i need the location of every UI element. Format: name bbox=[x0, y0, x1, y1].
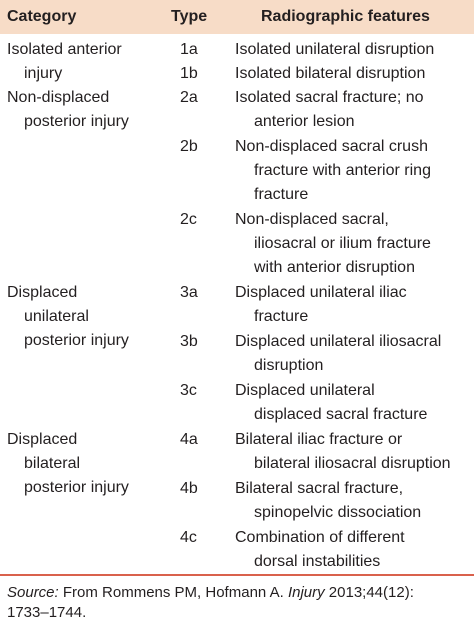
category-line: injury bbox=[24, 65, 63, 82]
table-body bbox=[0, 34, 474, 574]
features-line: Bilateral iliac fracture or bbox=[235, 431, 403, 448]
source-pages: 1733–1744. bbox=[7, 604, 87, 621]
category-line: unilateral bbox=[24, 308, 89, 325]
type-cell: 4a bbox=[180, 431, 198, 448]
features-line: fracture bbox=[254, 308, 309, 325]
features-line: Isolated bilateral disruption bbox=[235, 65, 426, 82]
category-cell bbox=[7, 38, 122, 86]
type-cell: 1a bbox=[180, 41, 198, 58]
features-cell bbox=[235, 477, 421, 525]
type-cell: 1b bbox=[180, 65, 198, 82]
header-category: Category bbox=[7, 8, 77, 25]
features-line: Isolated sacral fracture; no bbox=[235, 89, 424, 106]
category-line: posterior injury bbox=[24, 113, 129, 130]
category-line: posterior injury bbox=[24, 332, 129, 349]
features-line: Combination of different bbox=[235, 529, 405, 546]
category-cell bbox=[7, 86, 129, 134]
source-text: From Rommens PM, Hofmann A. bbox=[58, 584, 288, 601]
features-cell bbox=[235, 38, 434, 62]
features-cell bbox=[235, 428, 451, 476]
table-bottom-rule bbox=[0, 574, 474, 576]
features-line: Bilateral sacral fracture, bbox=[235, 480, 404, 497]
features-cell bbox=[235, 135, 431, 207]
features-cell bbox=[235, 281, 407, 329]
features-line: disruption bbox=[254, 357, 324, 374]
source-note bbox=[7, 583, 467, 623]
features-cell bbox=[235, 86, 424, 134]
features-line: Non-displaced sacral, bbox=[235, 211, 389, 228]
type-cell: 2c bbox=[180, 211, 197, 228]
category-line: posterior injury bbox=[24, 479, 129, 496]
features-line: with anterior disruption bbox=[254, 259, 415, 276]
type-cell: 3a bbox=[180, 284, 198, 301]
features-cell bbox=[235, 330, 441, 378]
source-text: 2013;44(12): bbox=[324, 584, 414, 601]
features-cell bbox=[235, 208, 431, 280]
source-label: Source: bbox=[7, 584, 59, 601]
type-cell: 4b bbox=[180, 480, 198, 497]
category-line: bilateral bbox=[24, 455, 81, 472]
features-cell bbox=[235, 526, 405, 574]
features-line: dorsal instabilities bbox=[254, 553, 381, 570]
features-line: Displaced unilateral bbox=[235, 382, 375, 399]
category-line: Displaced bbox=[7, 431, 78, 448]
features-line: Non-displaced sacral crush bbox=[235, 138, 428, 155]
category-cell bbox=[7, 281, 129, 353]
features-cell bbox=[235, 379, 427, 427]
features-line: Displaced unilateral iliac bbox=[235, 284, 407, 301]
features-line: spinopelvic dissociation bbox=[254, 504, 422, 521]
category-cell bbox=[7, 428, 129, 500]
type-cell: 2a bbox=[180, 89, 198, 106]
features-line: fracture bbox=[254, 186, 309, 203]
header-radiographic-features: Radiographic features bbox=[261, 8, 430, 25]
features-line: fracture with anterior ring bbox=[254, 162, 431, 179]
table-header bbox=[0, 0, 474, 34]
category-line: Non-displaced bbox=[7, 89, 110, 106]
features-line: Isolated unilateral disruption bbox=[235, 41, 435, 58]
category-line: Isolated anterior bbox=[7, 41, 122, 58]
features-line: Displaced unilateral iliosacral bbox=[235, 333, 442, 350]
type-cell: 3c bbox=[180, 382, 197, 399]
type-cell: 3b bbox=[180, 333, 198, 350]
category-line: Displaced bbox=[7, 284, 78, 301]
features-line: bilateral iliosacral disruption bbox=[254, 455, 451, 472]
features-line: anterior lesion bbox=[254, 113, 355, 130]
type-cell: 4c bbox=[180, 529, 197, 546]
source-journal: Injury bbox=[287, 584, 325, 601]
type-cell: 2b bbox=[180, 138, 198, 155]
features-cell bbox=[235, 62, 425, 86]
header-type: Type bbox=[171, 8, 208, 25]
features-line: iliosacral or ilium fracture bbox=[254, 235, 431, 252]
features-line: displaced sacral fracture bbox=[254, 406, 428, 423]
